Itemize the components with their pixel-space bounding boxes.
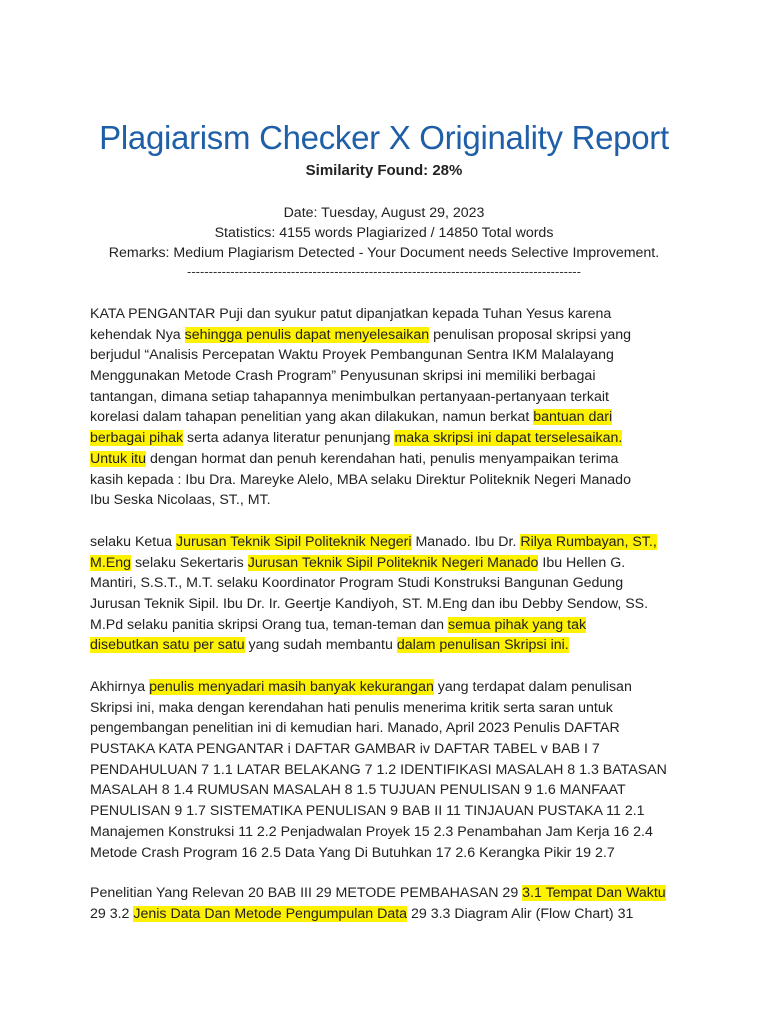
text-segment: selaku Sekertaris — [131, 554, 248, 571]
text-line — [90, 428, 690, 449]
plagiarized-highlight: berbagai pihak — [90, 430, 184, 447]
text-line — [90, 449, 690, 470]
text-segment: kehendak Nya — [90, 326, 185, 343]
text-segment: Mantiri, S.S.T., M.T. selaku Koordinator Program Studi Konstruksi Bangunan Gedung — [90, 575, 624, 592]
text-line — [90, 345, 690, 366]
text-line — [90, 843, 690, 864]
paragraph — [90, 883, 690, 924]
text-segment: 29 3.3 Diagram Alir (Flow Chart) 31 — [407, 905, 634, 922]
paragraph — [90, 677, 690, 863]
text-segment: berjudul “Analisis Percepatan Waktu Proyek Pembangunan Sentra IKM Malalayang — [90, 347, 614, 364]
plagiarized-highlight: bantuan dari — [533, 409, 613, 426]
text-line — [90, 822, 690, 843]
text-segment: yang terdapat dalam penulisan — [433, 679, 632, 695]
plagiarized-highlight: sehingga penulis dapat menyelesaikan — [184, 326, 430, 343]
plagiarized-highlight: Rilya Rumbayan, ST., — [520, 534, 657, 550]
text-line — [90, 366, 690, 387]
text-line — [90, 760, 690, 781]
text-line — [90, 615, 690, 636]
text-segment: PENULISAN 9 1.7 SISTEMATIKA PENULISAN 9 BAB II 11 TINJAUAN PUSTAKA 11 2.1 — [90, 803, 645, 820]
text-segment: PENDAHULUAN 7 1.1 LATAR BELAKANG 7 1.2 IDENTIFIKASI MASALAH 8 1.3 BATASAN — [90, 761, 667, 778]
text-line — [90, 553, 690, 574]
paragraph — [90, 304, 690, 511]
plagiarized-highlight: Untuk itu — [90, 450, 146, 467]
text-line — [90, 904, 690, 925]
text-line — [90, 883, 690, 904]
plagiarized-highlight: Jurusan Teknik Sipil Politeknik Negeri Manado — [247, 554, 539, 571]
report-meta — [0, 203, 768, 263]
plagiarized-highlight: Jenis Data Dan Metode Pengumpulan Data — [133, 905, 408, 922]
text-line — [90, 325, 690, 346]
text-segment: Jurusan Teknik Sipil. Ibu Dr. Ir. Geertje Kandiyoh, ST. M.Eng dan ibu Debby Sendow, SS. — [90, 596, 649, 613]
paragraph — [90, 532, 690, 656]
text-segment: Manado. Ibu Dr. — [411, 534, 521, 550]
plagiarized-highlight: semua pihak yang tak — [448, 616, 587, 633]
divider: ------------------------------------------------------------------------------------------- — [187, 264, 581, 279]
text-line — [90, 573, 690, 594]
text-segment: serta adanya literatur penunjang — [183, 430, 395, 447]
text-segment: KATA PENGANTAR Puji dan syukur patut dipanjatkan kepada Tuhan Yesus karena — [90, 306, 612, 322]
text-line — [90, 304, 690, 325]
text-segment: penulisan proposal skripsi yang — [429, 326, 632, 343]
plagiarized-highlight: 3.1 Tempat Dan Waktu — [522, 885, 666, 901]
text-segment: Ibu Hellen G. — [538, 554, 626, 571]
plagiarized-highlight: dalam penulisan Skripsi ini. — [396, 637, 569, 654]
text-line — [90, 387, 690, 408]
text-segment: pengembangan penelitian ini di kemudian hari. Manado, April 2023 Penulis DAFTAR — [90, 720, 620, 737]
similarity-found: Similarity Found: 28% — [305, 162, 463, 179]
text-line — [90, 490, 690, 511]
text-segment: MASALAH 8 1.4 RUMUSAN MASALAH 8 1.5 TUJUAN PENULISAN 9 1.6 MANFAAT — [90, 782, 626, 799]
text-segment: Metode Crash Program 16 2.5 Data Yang Di Butuhkan 17 2.6 Kerangka Pikir 19 2.7 — [90, 844, 615, 861]
text-segment: Manajemen Konstruksi 11 2.2 Penjadwalan Proyek 15 2.3 Penambahan Jam Kerja 16 2.4 — [90, 823, 653, 840]
text-line — [90, 739, 690, 760]
text-line — [90, 718, 690, 739]
report-title: Plagiarism Checker X Originality Report — [99, 119, 669, 156]
text-line — [90, 532, 690, 553]
text-segment: Skripsi ini, maka dengan kerendahan hati penulis menerima kritik serta saran untuk — [90, 699, 613, 716]
text-segment: korelasi dalam tahapan penelitian yang akan dilakukan, namun berkat — [90, 409, 534, 426]
report-date: Date: Tuesday, August 29, 2023 — [283, 205, 485, 221]
text-line — [90, 635, 690, 656]
text-segment: Akhirnya — [90, 679, 150, 695]
text-segment: dengan hormat dan penuh kerendahan hati, penulis menyampaikan terima — [146, 450, 619, 467]
text-segment: kasih kepada : Ibu Dra. Mareyke Alelo, MBA selaku Direktur Politeknik Negeri Manado — [90, 471, 631, 488]
text-segment: Ibu Seska Nicolaas, ST., MT. — [90, 492, 271, 509]
text-segment: yang sudah membantu — [244, 637, 397, 654]
text-segment: Menggunakan Metode Crash Program” Penyusunan skripsi ini memiliki berbagai — [90, 368, 596, 385]
report-statistics: Statistics: 4155 words Plagiarized / 14850 Total words — [214, 225, 554, 241]
text-line — [90, 677, 690, 698]
text-segment: M.Pd selaku panitia skripsi Orang tua, teman-teman dan — [90, 616, 449, 633]
plagiarized-highlight: disebutkan satu per satu — [90, 637, 245, 654]
text-line — [90, 594, 690, 615]
plagiarized-highlight: Jurusan Teknik Sipil Politeknik Negeri — [175, 534, 412, 550]
text-segment: tantangan, dimana setiap tahapannya menimbulkan pertanyaan-pertanyaan terkait — [90, 388, 609, 405]
text-segment: 29 3.2 — [90, 905, 134, 922]
text-line — [90, 407, 690, 428]
text-segment: PUSTAKA KATA PENGANTAR i DAFTAR GAMBAR iv DAFTAR TABEL v BAB I 7 — [90, 741, 600, 758]
plagiarized-highlight: M.Eng — [90, 554, 132, 571]
text-line — [90, 801, 690, 822]
text-segment: selaku Ketua — [90, 534, 176, 550]
plagiarized-highlight: maka skripsi ini dapat terselesaikan. — [394, 430, 623, 447]
text-segment: Penelitian Yang Relevan 20 BAB III 29 METODE PEMBAHASAN 29 — [90, 885, 523, 901]
text-line — [90, 780, 690, 801]
report-remarks: Remarks: Medium Plagiarism Detected - Your Document needs Selective Improvement. — [108, 245, 660, 261]
text-line — [90, 698, 690, 719]
text-line — [90, 470, 690, 491]
plagiarized-highlight: penulis menyadari masih banyak kekurangan — [149, 679, 434, 695]
